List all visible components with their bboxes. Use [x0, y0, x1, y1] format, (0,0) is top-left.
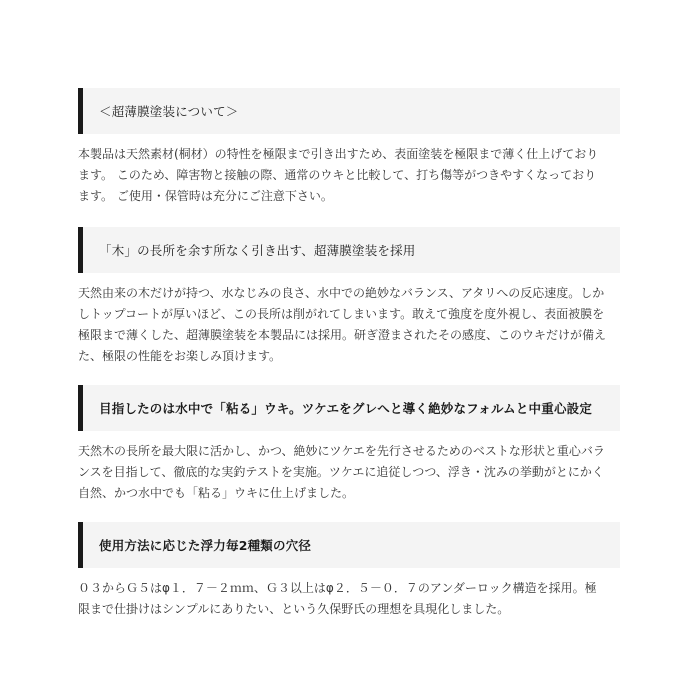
section-heading-text: 使用方法に応じた浮力毎2種類の穴径	[99, 538, 312, 553]
body-line: ます。 このため、障害物と接触の際、通常のウキと比較して、打ち傷等がつきやすくなっており	[78, 168, 597, 182]
body-line: 本製品は天然素材(桐材）の特性を極限まで引き出すため、表面塗装を極限まで薄く仕上げており	[78, 147, 599, 161]
body-line: ０３からＧ５はφ１．７－２ｍｍ、Ｇ３以上はφ２．５－０．７のアンダーロック構造を採用。極	[78, 581, 597, 595]
section-heading	[78, 522, 620, 568]
body-line: 極限まで薄くした、超薄膜塗装を本製品には採用。研ぎ澄まされたその感度、このウキだけが備え	[78, 328, 607, 342]
section-heading-text: 「木」の長所を余す所なく引き出す、超薄膜塗装を採用	[99, 243, 416, 258]
section-heading-text: ＜超薄膜塗装について＞	[99, 104, 239, 119]
section-body	[78, 578, 620, 620]
body-line: ンスを目指して、徹底的な実釣テストを実施。ツケエに追従しつつ、浮き・沈みの挙動がとにかく	[78, 465, 604, 479]
section-body	[78, 441, 620, 504]
body-line: 限まで仕掛けはシンプルにありたい、という久保野氏の理想を具現化しました。	[78, 602, 510, 616]
section-body	[78, 283, 620, 367]
section-ultra-thin-coating-note	[78, 88, 620, 207]
section-hole-diameter	[78, 522, 620, 620]
section-heading	[78, 227, 620, 273]
body-line: 天然由来の木だけが持つ、水なじみの良さ、水中での絶妙なバランス、アタリへの反応速度。しか	[78, 286, 605, 300]
body-line: 天然木の長所を最大限に活かし、かつ、絶妙にツケエを先行させるためのベストな形状と重心バラ	[78, 444, 605, 458]
body-line: た、極限の性能をお楽しみ頂けます。	[78, 349, 282, 363]
section-heading-text: 目指したのは水中で「粘る」ウキ。ツケエをグレへと導く絶妙なフォルムと中重心設定	[99, 401, 593, 416]
section-heading	[78, 88, 620, 134]
body-line: ます。 ご使用・保管時は充分にご注意下さい。	[78, 189, 333, 203]
section-heading	[78, 385, 620, 431]
section-body	[78, 144, 620, 207]
section-wood-advantage	[78, 227, 620, 367]
body-line: しトップコートが厚いほど、この長所は削がれてしまいます。敢えて強度を度外視し、表面被膜を	[78, 307, 605, 321]
body-line: 自然、かつ水中でも「粘る」ウキに仕上げました。	[78, 486, 355, 500]
section-form-and-center-of-gravity	[78, 385, 620, 504]
